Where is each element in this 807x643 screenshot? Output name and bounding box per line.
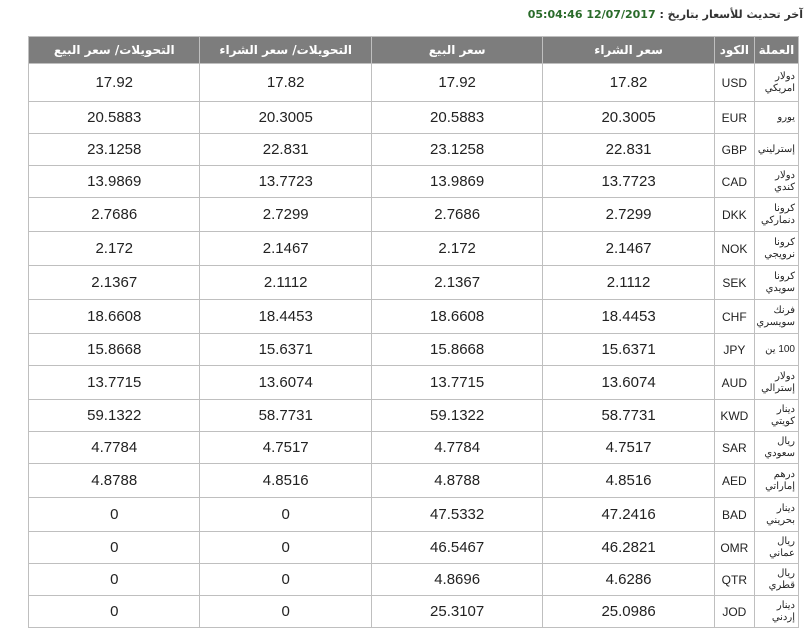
transfer-sell-rate-cell: 2.7686 — [29, 198, 200, 232]
transfer-sell-rate-cell: 4.8788 — [29, 464, 200, 498]
code-cell: JPY — [714, 334, 754, 366]
transfer-buy-rate-cell: 18.4453 — [200, 300, 371, 334]
buy-rate-cell: 17.82 — [543, 64, 714, 102]
currency-cell: دينار إردني — [754, 596, 798, 628]
code-cell: AED — [714, 464, 754, 498]
buy-rate-cell: 4.7517 — [543, 432, 714, 464]
transfer-buy-rate-cell: 22.831 — [200, 134, 371, 166]
table-row — [29, 564, 799, 596]
column-header-code: الكود — [714, 37, 754, 64]
transfer-sell-rate-cell: 59.1322 — [29, 400, 200, 432]
transfer-buy-rate-cell: 2.7299 — [200, 198, 371, 232]
code-cell: SEK — [714, 266, 754, 300]
buy-rate-cell: 2.7299 — [543, 198, 714, 232]
table-row — [29, 300, 799, 334]
currency-cell: ريال سعودي — [754, 432, 798, 464]
transfer-sell-rate-cell: 2.1367 — [29, 266, 200, 300]
sell-rate-cell: 47.5332 — [371, 498, 542, 532]
sell-rate-cell: 2.1367 — [371, 266, 542, 300]
transfer-sell-rate-cell: 0 — [29, 564, 200, 596]
buy-rate-cell: 2.1112 — [543, 266, 714, 300]
code-cell: BAD — [714, 498, 754, 532]
transfer-sell-rate-cell: 0 — [29, 498, 200, 532]
currency-cell: دينار كويتي — [754, 400, 798, 432]
transfer-buy-rate-cell: 58.7731 — [200, 400, 371, 432]
transfer-sell-rate-cell: 0 — [29, 532, 200, 564]
transfer-sell-rate-cell: 15.8668 — [29, 334, 200, 366]
sell-rate-cell: 2.7686 — [371, 198, 542, 232]
currency-cell: ريال عماني — [754, 532, 798, 564]
table-row — [29, 464, 799, 498]
currency-cell: دينار بحريني — [754, 498, 798, 532]
currency-cell: دولار امريكي — [754, 64, 798, 102]
transfer-buy-rate-cell: 13.7723 — [200, 166, 371, 198]
exchange-rates-table-wrapper — [28, 36, 799, 628]
column-header-buy: سعر الشراء — [543, 37, 714, 64]
code-cell: GBP — [714, 134, 754, 166]
currency-cell: درهم إماراتي — [754, 464, 798, 498]
transfer-sell-rate-cell: 13.9869 — [29, 166, 200, 198]
table-body — [29, 64, 799, 628]
buy-rate-cell: 47.2416 — [543, 498, 714, 532]
last-updated-timestamp: 12/07/2017 05:04:46 — [527, 8, 656, 21]
sell-rate-cell: 4.8696 — [371, 564, 542, 596]
currency-cell: كرونا نرويجي — [754, 232, 798, 266]
sell-rate-cell: 23.1258 — [371, 134, 542, 166]
buy-rate-cell: 58.7731 — [543, 400, 714, 432]
code-cell: CHF — [714, 300, 754, 334]
code-cell: CAD — [714, 166, 754, 198]
buy-rate-cell: 20.3005 — [543, 102, 714, 134]
transfer-sell-rate-cell: 4.7784 — [29, 432, 200, 464]
code-cell: SAR — [714, 432, 754, 464]
transfer-buy-rate-cell: 0 — [200, 532, 371, 564]
buy-rate-cell: 2.1467 — [543, 232, 714, 266]
code-cell: QTR — [714, 564, 754, 596]
buy-rate-cell: 46.2821 — [543, 532, 714, 564]
sell-rate-cell: 4.7784 — [371, 432, 542, 464]
transfer-buy-rate-cell: 0 — [200, 564, 371, 596]
code-cell: DKK — [714, 198, 754, 232]
buy-rate-cell: 22.831 — [543, 134, 714, 166]
column-header-sell: سعر البيع — [371, 37, 542, 64]
code-cell: NOK — [714, 232, 754, 266]
currency-cell: 100 ين — [754, 334, 798, 366]
column-header-transfer-buy: التحويلات/ سعر الشراء — [200, 37, 371, 64]
transfer-buy-rate-cell: 17.82 — [200, 64, 371, 102]
column-header-transfer-sell: التحويلات/ سعر البيع — [29, 37, 200, 64]
table-row — [29, 596, 799, 628]
table-row — [29, 64, 799, 102]
table-row — [29, 166, 799, 198]
currency-cell: كرونا سويدي — [754, 266, 798, 300]
table-row — [29, 432, 799, 464]
sell-rate-cell: 59.1322 — [371, 400, 542, 432]
currency-cell: ريال قطري — [754, 564, 798, 596]
table-header-row — [29, 37, 799, 64]
table-row — [29, 198, 799, 232]
sell-rate-cell: 4.8788 — [371, 464, 542, 498]
table-row — [29, 102, 799, 134]
exchange-rates-table — [28, 36, 799, 628]
transfer-sell-rate-cell: 17.92 — [29, 64, 200, 102]
currency-cell: كرونا دنماركي — [754, 198, 798, 232]
buy-rate-cell: 25.0986 — [543, 596, 714, 628]
transfer-buy-rate-cell: 0 — [200, 596, 371, 628]
currency-cell: إسترليني — [754, 134, 798, 166]
table-row — [29, 232, 799, 266]
buy-rate-cell: 4.8516 — [543, 464, 714, 498]
table-row — [29, 334, 799, 366]
column-header-currency: العملة — [754, 37, 798, 64]
transfer-sell-rate-cell: 23.1258 — [29, 134, 200, 166]
sell-rate-cell: 17.92 — [371, 64, 542, 102]
table-row — [29, 498, 799, 532]
buy-rate-cell: 13.7723 — [543, 166, 714, 198]
table-row — [29, 400, 799, 432]
last-updated-line — [0, 0, 807, 32]
sell-rate-cell: 13.9869 — [371, 166, 542, 198]
transfer-buy-rate-cell: 20.3005 — [200, 102, 371, 134]
code-cell: JOD — [714, 596, 754, 628]
transfer-buy-rate-cell: 2.1112 — [200, 266, 371, 300]
table-row — [29, 134, 799, 166]
buy-rate-cell: 15.6371 — [543, 334, 714, 366]
sell-rate-cell: 46.5467 — [371, 532, 542, 564]
last-updated-label: آخر تحديث للأسعار بتاريخ : — [659, 8, 803, 21]
transfer-sell-rate-cell: 20.5883 — [29, 102, 200, 134]
currency-cell: دولار إسترالي — [754, 366, 798, 400]
table-row — [29, 366, 799, 400]
buy-rate-cell: 13.6074 — [543, 366, 714, 400]
currency-cell: فرنك سويسري — [754, 300, 798, 334]
sell-rate-cell: 18.6608 — [371, 300, 542, 334]
transfer-sell-rate-cell: 2.172 — [29, 232, 200, 266]
code-cell: EUR — [714, 102, 754, 134]
sell-rate-cell: 2.172 — [371, 232, 542, 266]
transfer-buy-rate-cell: 15.6371 — [200, 334, 371, 366]
transfer-buy-rate-cell: 2.1467 — [200, 232, 371, 266]
sell-rate-cell: 15.8668 — [371, 334, 542, 366]
transfer-buy-rate-cell: 4.7517 — [200, 432, 371, 464]
transfer-buy-rate-cell: 0 — [200, 498, 371, 532]
currency-cell: يورو — [754, 102, 798, 134]
code-cell: USD — [714, 64, 754, 102]
code-cell: KWD — [714, 400, 754, 432]
sell-rate-cell: 20.5883 — [371, 102, 542, 134]
table-row — [29, 532, 799, 564]
transfer-sell-rate-cell: 0 — [29, 596, 200, 628]
sell-rate-cell: 13.7715 — [371, 366, 542, 400]
transfer-buy-rate-cell: 4.8516 — [200, 464, 371, 498]
table-row — [29, 266, 799, 300]
transfer-sell-rate-cell: 13.7715 — [29, 366, 200, 400]
buy-rate-cell: 18.4453 — [543, 300, 714, 334]
code-cell: AUD — [714, 366, 754, 400]
transfer-buy-rate-cell: 13.6074 — [200, 366, 371, 400]
sell-rate-cell: 25.3107 — [371, 596, 542, 628]
buy-rate-cell: 4.6286 — [543, 564, 714, 596]
code-cell: OMR — [714, 532, 754, 564]
transfer-sell-rate-cell: 18.6608 — [29, 300, 200, 334]
currency-cell: دولار كندي — [754, 166, 798, 198]
